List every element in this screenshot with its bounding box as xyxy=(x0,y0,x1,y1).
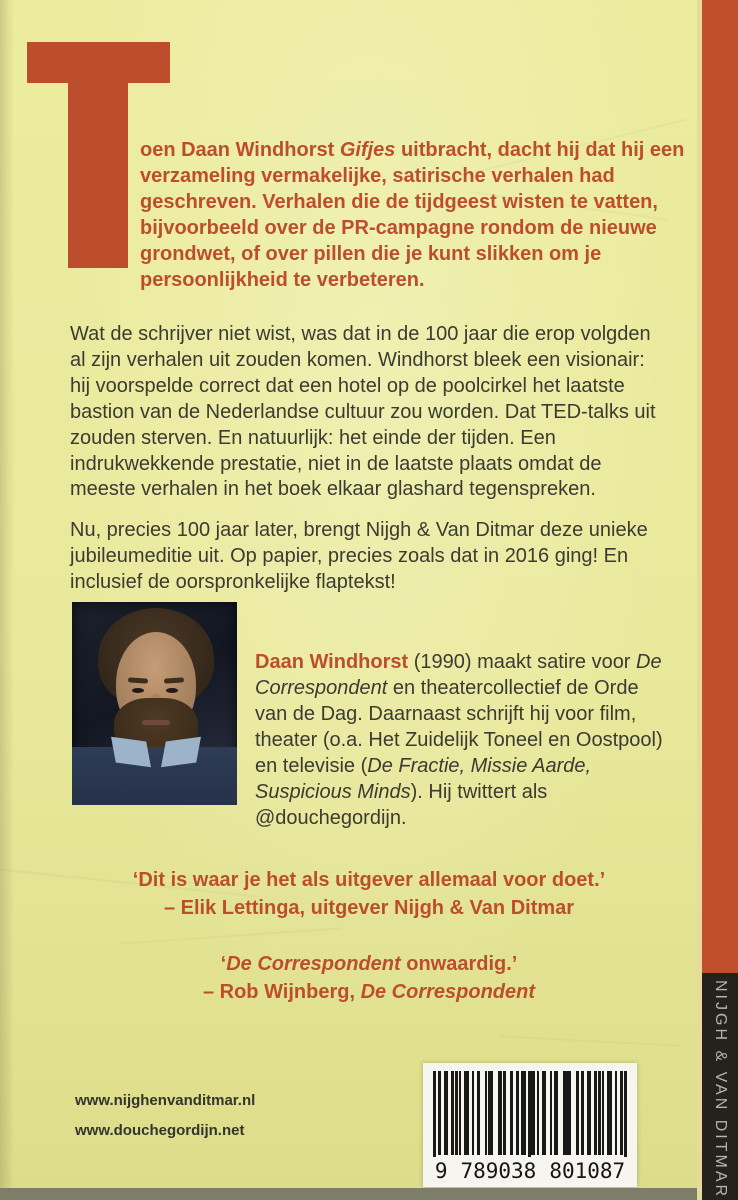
author-portrait-photo xyxy=(72,602,237,805)
quote-2 xyxy=(40,950,698,1006)
barcode-digit-lead: 9 xyxy=(434,1159,448,1183)
quote-1-text: ‘Dit is waar je het als uitgever allemaal voor doet.’ xyxy=(132,869,606,891)
portrait-eye xyxy=(132,688,144,693)
quote-2-attr-name: – Rob Wijnberg, xyxy=(202,981,361,1003)
barcode xyxy=(423,1063,637,1187)
bio-italic-tv-titles: De Fractie, Missie Aarde, Suspicious Minds xyxy=(255,755,592,803)
book-title: Gifjes xyxy=(339,139,396,161)
bio-italic-de-correspondent: De Correspondent xyxy=(255,651,662,699)
barcode-digit-group1: 789038 xyxy=(460,1159,537,1183)
portrait-eye xyxy=(166,688,178,693)
footer-urls xyxy=(75,1086,255,1146)
author-name: Daan Windhorst xyxy=(255,651,409,673)
publisher-url: www.nijghenvanditmar.nl xyxy=(75,1092,256,1109)
paper-crease xyxy=(120,927,340,944)
portrait-shirt xyxy=(72,747,237,805)
dropcap-t-stem xyxy=(68,42,128,268)
quote-2-open-quote: ‘ xyxy=(220,953,227,975)
book-bottom-edge xyxy=(0,1188,702,1200)
quote-2-italic: De Correspondent xyxy=(226,953,401,975)
portrait-collar xyxy=(161,737,201,767)
scan-edge-shadow xyxy=(0,0,14,1200)
quote-1 xyxy=(40,866,698,922)
intro-text-after-title: uitbracht, dacht hij dat hij een verzameling vermakelijke, satirische verhalen had geschreven. Verhalen die de tijdgeest wisten te vatten, bijvoorbeeld over de PR-campagne rondom de nieuwe grondwet, of over pillen die je kunt slikken om je persoonlijkheid te verbeteren. xyxy=(140,139,685,291)
bio-segment-1: (1990) maakt satire voor xyxy=(408,651,637,673)
portrait-collar xyxy=(111,737,151,767)
bio-segment-2: en theatercollectief de Orde van de Dag. Daarnaast schrijft hij voor film, theater (o.a. Het Zuidelijk Toneel en Oostpool) en televisie ( xyxy=(255,677,663,777)
barcode-guard-bar xyxy=(624,1071,627,1167)
intro-text-before-title: oen Daan Windhorst xyxy=(140,139,340,161)
author-url: www.douchegordijn.net xyxy=(75,1122,245,1139)
body-paragraph-3: Nu, precies 100 jaar later, brengt Nijgh & Van Ditmar deze unieke jubileumeditie uit. Op papier, precies zoals dat in 2016 ging! En inclusief de oorspronkelijke flaptekst! xyxy=(70,519,648,593)
bio-segment-3: ). Hij twittert als @douchegordijn. xyxy=(255,781,548,829)
spine-publisher-label: NIJGH & VAN DITMAR xyxy=(712,979,729,1200)
spine-orange-section xyxy=(702,0,738,973)
quote-2-attribution xyxy=(40,978,698,1006)
quote-1-attribution: – Elik Lettinga, uitgever Nijgh & Van Ditmar xyxy=(163,897,575,919)
barcode-digits xyxy=(423,1157,637,1183)
portrait-mouth xyxy=(142,720,170,725)
quote-2-attr-italic: De Correspondent xyxy=(360,981,536,1003)
paper-crease xyxy=(500,1035,680,1046)
intro-paragraph xyxy=(140,138,688,293)
body-paragraph-2: Wat de schrijver niet wist, was dat in de 100 jaar die erop volgden al zijn verhalen uit zouden komen. Windhorst bleek een visionair: hij voorspelde correct dat een hotel op de poolcirkel het laatste bastion van de Nederlandse cultuur zou worden. Dat TED-talks uit zouden sterven. En natuurlijk: het einde der tijden. Een indrukwekkende prestatie, niet in de laatste plaats omdat de meeste verhalen in het boek elkaar glashard tegenspreken. xyxy=(70,323,656,501)
quote-2-rest: onwaardig.’ xyxy=(400,953,518,975)
barcode-guard-bar xyxy=(528,1071,531,1167)
author-bio xyxy=(255,649,670,831)
barcode-digit-group2: 801087 xyxy=(549,1159,626,1183)
spine-dark-section xyxy=(702,973,738,1200)
barcode-guard-bar xyxy=(433,1071,436,1167)
quote-2-text xyxy=(40,950,698,978)
